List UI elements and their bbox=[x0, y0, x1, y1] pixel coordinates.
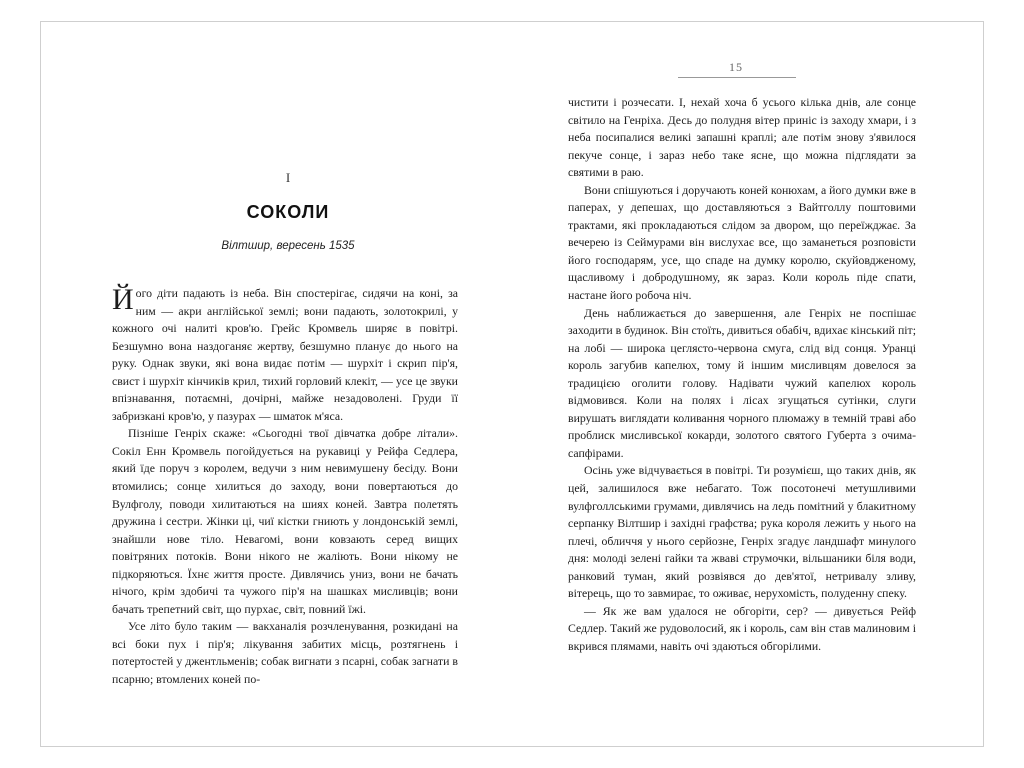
paragraph: День наближається до завершення, але Генріх не поспішає заходити в будинок. Він стоїть, дивиться обабіч, вдихає кінський піт; на лобі — широка цеглясто-червона смуга, слід від сонця. Уранці король загубив капелюх, тому й іншим мисливцям довелося за традицією оголити голову. Надівати чужий капелюх король відмовився. Коли на полях і лісах згущаться сутінки, слуги вирушать виглядати коливання чорного плюмажу в темній траві або проблиск мисливської кокарди, золотого святого Губерта з очима-сапфірами. bbox=[568, 305, 916, 460]
paragraph: — Як же вам удалося не обгоріти, сер? — дивується Рейф Седлер. Такий же рудоволосий, як і король, сам він став малиновим і вкрився плямами, навіть очі здаються обгорілими. bbox=[568, 603, 916, 653]
chapter-subtitle: Вілтшир, вересень 1535 bbox=[221, 240, 355, 252]
left-page-text bbox=[112, 285, 458, 689]
paragraph-text: ого діти падають із неба. Він спостерігає, сидячи на коні, за ним — акри англійської землі; вони падають, золотокрилі, у кожного очі налиті кров'ю. Грейс Кромвель ширяє в повітрі. Безшумно вона наздоганяє жертву, безшумно планує до нього на руку. Однак звуки, які вона видає потім — шурхіт і скрип пір'я, свист і шурхіт кінчиків крил, тихий горловий клекіт, — усе це звуки впізнавання, потаємні, дочірні, майже незадоволені. Груди її забризкані кров'ю, у пазурах — шматок м'яса. bbox=[112, 286, 458, 423]
page-number-rule bbox=[678, 77, 796, 78]
paragraph: Пізніше Генріх скаже: «Сьогодні твої дівчатка добре літали». Сокіл Енн Кромвель погойдується на рукавиці у Рейфа Седлера, який їде поруч з королем, ведучи з ним невимушену бесіду. Вони втомились; сонце хилиться до заходу, вони повертаються до Вулфголу, поводи хилитаються на шиях коней. Завтра полетять дружина і сестри. Жінки ці, чиї кістки гниють у лондонській землі, знайшли нове тіло. Невагомі, вони ковзають серед вищих повітряних потоків. Вони нікого не жаліють. Вони нікому не підкоряються. Їхнє життя просте. Дивлячись униз, вони не бачать нічого, крім здобичі та чужого пір'я на шашках мисливців; вони бачать трепетний світ, що пурхає, світ, повний їжі. bbox=[112, 426, 458, 616]
chapter-title: СОКОЛИ bbox=[246, 202, 330, 222]
paragraph: Усе літо було таким — вакханалія розчленування, розкидані на всі боки пух і пір'я; лікування забитих місць, розтягнень і потертостей у джентльменів; собак вигнати з псарні, собак загнати в псарню; втомлених коней по- bbox=[112, 619, 458, 687]
right-page-text bbox=[568, 94, 916, 656]
paragraph: Вони спішуються і доручають коней конюхам, а його думки вже в паперах, у депешах, що доставляються з Вайтголлу поштовими трактами, які прокладаються слідом за двором, що переїжджає. За вечерею із Сеймурами він вислухає все, що заманеться розповісти його господарям, усе, що спаде на думку королю, скуйовдженому, щасливому і добродушному, як зараз. Коли король піде спати, настане його робоча ніч. bbox=[568, 182, 916, 303]
page-number: 15 bbox=[729, 60, 743, 74]
drop-cap: Й bbox=[112, 283, 134, 316]
paragraph: Осінь уже відчувається в повітрі. Ти розумієш, що таких днів, як цей, залишилося вже небагато. Тож посотонечі метушливими вулфголлськими грумами, дивлячись на ледь помітний у блакитному серпанку Вілтшир і західні графства; рука короля лежить у нього на плечі, обличчя у нього серйозне, Генріх згадує ландшафт минулого дня: молоді зелені гайки та жваві струмочки, вільшаники біля води, ранковий туман, який розвіявся до дев'ятої, нетривалу зливу, вітерець, що то завмирає, то оживає, нерухомість, полуденну спеку. bbox=[568, 463, 916, 601]
paragraph bbox=[112, 285, 458, 425]
chapter-number: I bbox=[285, 170, 291, 185]
paragraph: чистити і розчесати. І, нехай хоча б усього кілька днів, але сонце світило на Генріха. Десь до полудня вітер приніс із заходу хмари, і з неба посипалися великі запашні краплі; але потім знову з'явилося пекуче сонце, і зараз небо таке ясне, що можна підглядати за святими в раю. bbox=[568, 95, 916, 180]
